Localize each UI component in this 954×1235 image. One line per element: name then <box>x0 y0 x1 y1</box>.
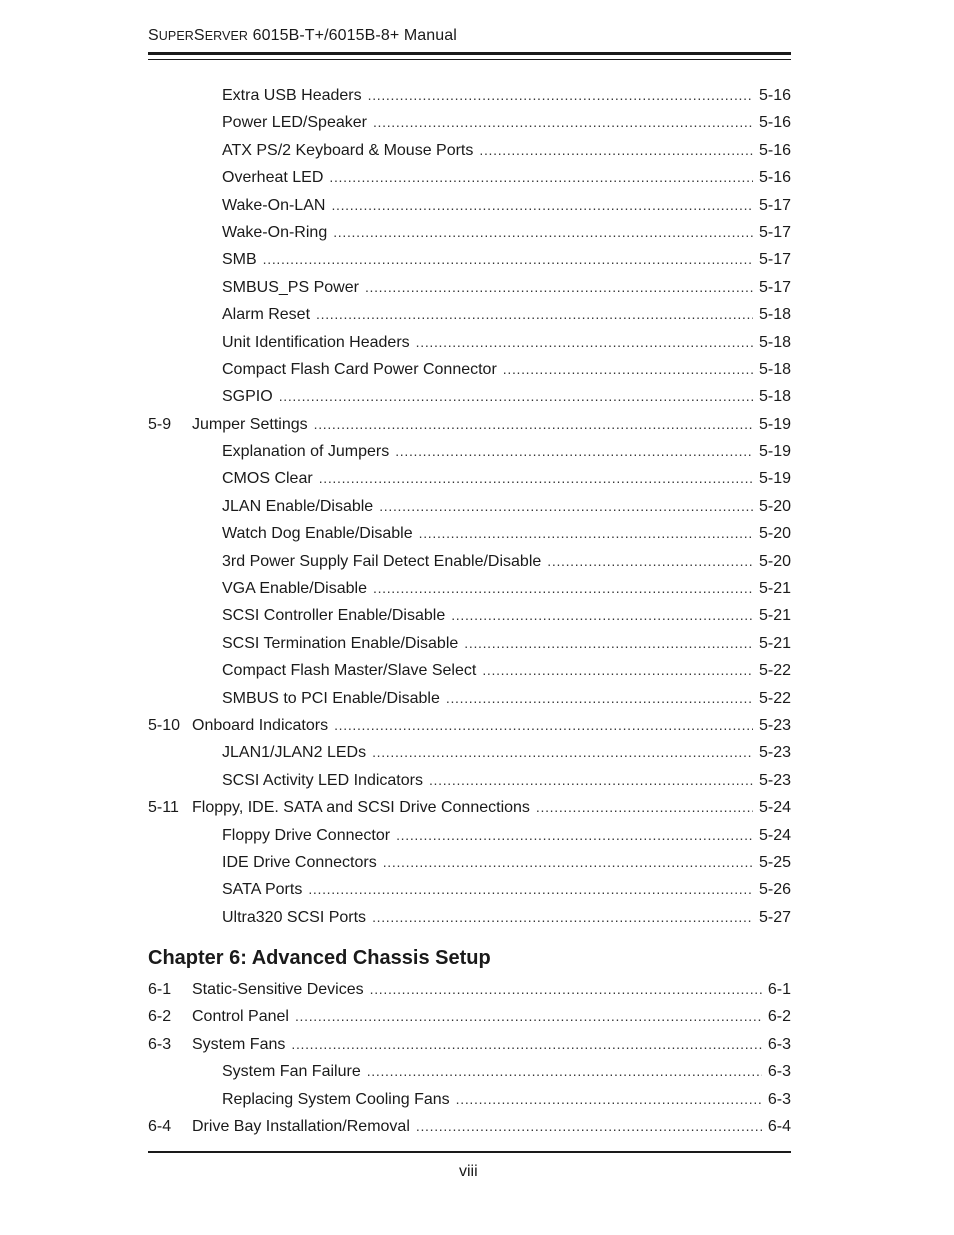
toc-entry-title: JLAN1/JLAN2 LEDs <box>222 744 367 762</box>
toc-page-number: 5-17 <box>758 251 791 269</box>
toc-page-number: 5-27 <box>758 908 791 926</box>
toc-entry <box>148 246 791 273</box>
toc-entry <box>148 329 791 356</box>
toc-entry <box>148 849 791 876</box>
toc-section-number: 5-9 <box>148 415 172 433</box>
toc-page-number: 5-19 <box>758 443 791 461</box>
toc-page-number: 5-18 <box>758 306 791 324</box>
toc-page-number: 5-21 <box>758 607 791 625</box>
toc-entry-title: Overheat LED <box>222 169 324 187</box>
dot-leader <box>279 383 753 410</box>
toc-page-number: 5-16 <box>758 169 791 187</box>
dot-leader <box>368 82 753 109</box>
toc-entry <box>148 685 791 712</box>
toc-section-number: 6-4 <box>148 1117 172 1135</box>
toc-page-number: 5-19 <box>758 470 791 488</box>
toc-entry-title: Alarm Reset <box>222 306 311 324</box>
toc-page-number: 5-19 <box>758 415 791 433</box>
toc-page-number: 5-21 <box>758 580 791 598</box>
dot-leader <box>334 712 753 739</box>
toc-entry <box>148 739 791 766</box>
dot-leader <box>329 164 753 191</box>
toc-entry <box>148 904 791 931</box>
toc-entry-title: Wake-On-Ring <box>222 223 328 241</box>
toc-entry <box>148 164 791 191</box>
toc-section-number: 6-1 <box>148 981 172 998</box>
toc-page-number: 6-3 <box>767 1035 791 1053</box>
dot-leader <box>333 219 753 246</box>
toc-entry-title: System Fan Failure <box>222 1063 361 1081</box>
toc-section-number: 6-3 <box>148 1035 172 1053</box>
dot-leader <box>446 685 753 712</box>
toc-entry-title: JLAN Enable/Disable <box>222 497 374 515</box>
toc-page-number: 5-20 <box>758 525 791 543</box>
toc-entry <box>148 1003 791 1030</box>
dot-leader <box>314 411 753 438</box>
toc-entry-title: Floppy Drive Connector <box>222 826 391 844</box>
toc-entry <box>148 548 791 575</box>
dot-leader <box>319 465 753 492</box>
toc-page-number: 6-3 <box>767 1063 791 1081</box>
toc-entry <box>148 356 791 383</box>
toc-entry-title: SMB <box>222 251 257 269</box>
toc-entry-title: SCSI Controller Enable/Disable <box>222 607 446 625</box>
toc-entry-title: Ultra320 SCSI Ports <box>222 908 367 926</box>
footer-rule <box>148 1151 791 1153</box>
header-rule-thin <box>148 59 791 60</box>
toc-entry-title: Floppy, IDE. SATA and SCSI Drive Connections <box>192 799 530 817</box>
toc-page-number: 5-21 <box>758 634 791 652</box>
toc-page-number: 5-16 <box>758 114 791 132</box>
dot-leader <box>372 904 753 931</box>
toc-entry <box>148 1086 791 1113</box>
toc-entry <box>148 383 791 410</box>
dot-leader <box>316 301 753 328</box>
dot-leader <box>503 356 753 383</box>
dot-leader <box>416 329 753 356</box>
toc-entry-title: Unit Identification Headers <box>222 333 410 351</box>
dot-leader <box>547 548 753 575</box>
toc-page-number: 5-23 <box>758 744 791 762</box>
header-smallcaps: UPER <box>158 29 194 43</box>
chapter-heading: Chapter 6: Advanced Chassis Setup <box>148 947 491 969</box>
toc-entry <box>148 657 791 684</box>
dot-leader <box>373 109 753 136</box>
toc-page-number: 5-23 <box>758 771 791 789</box>
dot-leader <box>295 1003 762 1030</box>
dot-leader <box>456 1086 762 1113</box>
toc-entry-title: IDE Drive Connectors <box>222 853 377 871</box>
toc-entry <box>148 301 791 328</box>
dot-leader <box>331 192 753 219</box>
toc-page-number: 6-1 <box>767 981 791 998</box>
toc-entry <box>148 1113 791 1140</box>
toc-page-number: 5-20 <box>758 552 791 570</box>
dot-leader <box>482 657 753 684</box>
toc-entry <box>148 876 791 903</box>
dot-leader <box>373 575 753 602</box>
toc-entry <box>148 109 791 136</box>
toc-entry-title: SMBUS_PS Power <box>222 278 359 296</box>
running-header <box>148 27 457 45</box>
toc-page-number: 6-2 <box>767 1008 791 1026</box>
toc-page-number: 5-20 <box>758 497 791 515</box>
toc-page-number: 5-17 <box>758 223 791 241</box>
toc-entry-title: VGA Enable/Disable <box>222 580 367 598</box>
toc-entry <box>148 794 791 821</box>
toc-entry-title: Control Panel <box>192 1008 289 1026</box>
toc-page-number: 5-22 <box>758 662 791 680</box>
dot-leader <box>370 976 762 1003</box>
toc-entry <box>148 602 791 629</box>
toc-entry <box>148 438 791 465</box>
toc-page-number: 5-17 <box>758 278 791 296</box>
dot-leader <box>291 1031 762 1058</box>
dot-leader <box>479 137 753 164</box>
toc-entry-title: Drive Bay Installation/Removal <box>192 1117 410 1135</box>
header-smallcaps: ERVER <box>204 29 249 43</box>
dot-leader <box>365 274 753 301</box>
toc-page-number: 5-18 <box>758 388 791 406</box>
toc-entry-title: ATX PS/2 Keyboard & Mouse Ports <box>222 141 474 159</box>
toc-entry-title: 3rd Power Supply Fail Detect Enable/Disable <box>222 552 542 570</box>
toc-entry-title: System Fans <box>192 1035 286 1053</box>
toc-page-number: 6-3 <box>767 1090 791 1108</box>
toc-page-number: 5-26 <box>758 881 791 899</box>
toc-page-number: 5-24 <box>758 826 791 844</box>
dot-leader <box>464 630 753 657</box>
toc-entry <box>148 411 791 438</box>
dot-leader <box>379 493 753 520</box>
toc-entry <box>148 976 791 1003</box>
toc-entry-title: SCSI Termination Enable/Disable <box>222 634 459 652</box>
page-number: viii <box>459 1163 478 1180</box>
toc-entry <box>148 219 791 246</box>
toc-entry-title: Compact Flash Master/Slave Select <box>222 662 477 680</box>
toc-entry-title: Onboard Indicators <box>192 716 329 734</box>
toc-entry-title: SATA Ports <box>222 881 303 899</box>
toc-entry <box>148 712 791 739</box>
toc-list-chapter6 <box>148 976 791 1140</box>
toc-entry-title: SGPIO <box>222 388 273 406</box>
dot-leader <box>416 1113 762 1140</box>
toc-page-number: 5-17 <box>758 196 791 214</box>
toc-entry <box>148 822 791 849</box>
toc-entry-title: Compact Flash Card Power Connector <box>222 360 497 378</box>
toc-entry <box>148 82 791 109</box>
toc-entry <box>148 767 791 794</box>
dot-leader <box>451 602 753 629</box>
toc-entry-title: Explanation of Jumpers <box>222 443 390 461</box>
toc-page-number: 5-25 <box>758 853 791 871</box>
toc-entry-title: Watch Dog Enable/Disable <box>222 525 413 543</box>
toc-page-number: 5-24 <box>758 799 791 817</box>
header-rule-thick <box>148 52 791 55</box>
dot-leader <box>419 520 753 547</box>
toc-entry-title: Jumper Settings <box>192 415 308 433</box>
toc-entry <box>148 465 791 492</box>
header-text: 6015B-T+/6015B-8+ Manual <box>248 27 457 44</box>
header-letter: S <box>193 27 205 44</box>
toc-entry <box>148 520 791 547</box>
toc-entry-title: SCSI Activity LED Indicators <box>222 771 423 789</box>
toc-entry <box>148 1031 791 1058</box>
dot-leader <box>396 822 753 849</box>
toc-entry <box>148 192 791 219</box>
dot-leader <box>308 876 753 903</box>
toc-entry <box>148 493 791 520</box>
dot-leader <box>383 849 753 876</box>
toc-entry-title: Replacing System Cooling Fans <box>222 1090 450 1108</box>
toc-entry-title: Wake-On-LAN <box>222 196 326 214</box>
toc-list <box>148 82 791 931</box>
toc-section-number: 5-10 <box>148 716 181 734</box>
toc-entry <box>148 137 791 164</box>
toc-entry <box>148 575 791 602</box>
toc-page-number: 5-16 <box>758 87 791 104</box>
dot-leader <box>395 438 753 465</box>
toc-page-number: 6-4 <box>767 1117 791 1135</box>
toc-page-number: 5-23 <box>758 716 791 734</box>
toc-section-number: 6-2 <box>148 1008 172 1026</box>
toc-page-number: 5-18 <box>758 360 791 378</box>
dot-leader <box>263 246 753 273</box>
toc-entry <box>148 1058 791 1085</box>
toc-entry-title: CMOS Clear <box>222 470 313 488</box>
dot-leader <box>429 767 753 794</box>
toc-section-number: 5-11 <box>148 799 179 817</box>
toc-entry-title: Extra USB Headers <box>222 87 362 104</box>
toc-page-number: 5-22 <box>758 689 791 707</box>
toc-page-number: 5-18 <box>758 333 791 351</box>
toc-entry <box>148 274 791 301</box>
toc-entry <box>148 630 791 657</box>
dot-leader <box>536 794 753 821</box>
dot-leader <box>367 1058 762 1085</box>
header-letter: S <box>148 27 159 44</box>
toc-page-number: 5-16 <box>758 141 791 159</box>
toc-entry-title: Static-Sensitive Devices <box>192 981 364 998</box>
toc-entry-title: Power LED/Speaker <box>222 114 367 132</box>
dot-leader <box>372 739 753 766</box>
toc-entry-title: SMBUS to PCI Enable/Disable <box>222 689 440 707</box>
